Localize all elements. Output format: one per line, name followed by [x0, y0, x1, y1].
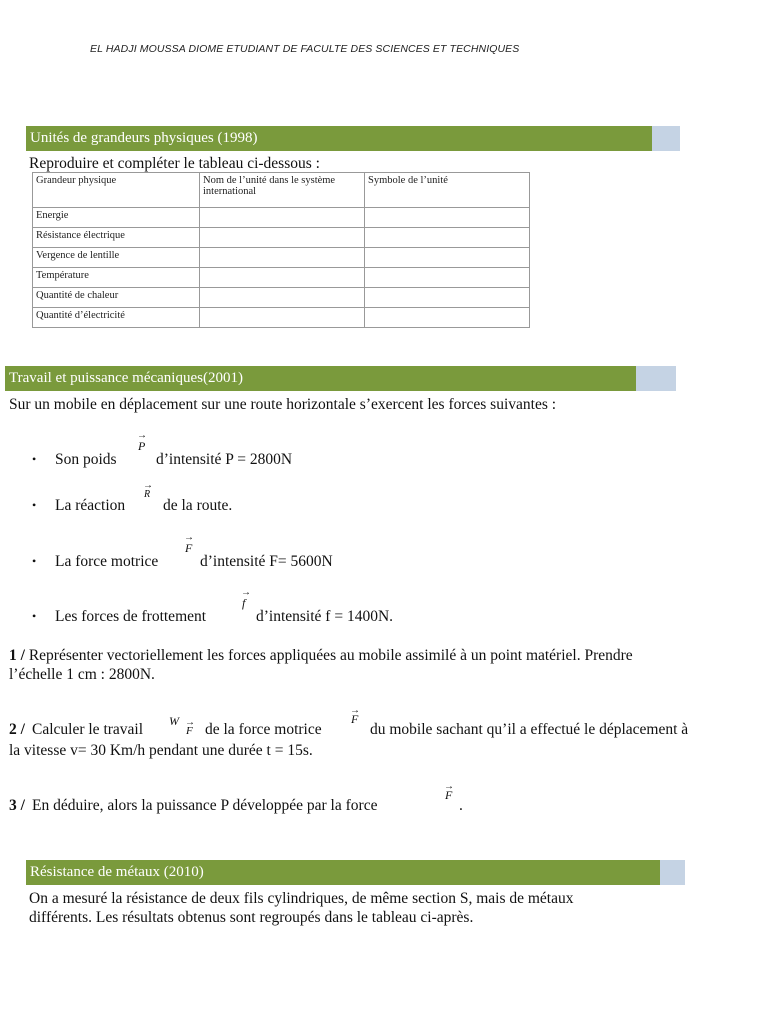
- question-text: du mobile sachant qu’il a effectué le déplacement à: [370, 721, 689, 738]
- bullet-text: Les forces de frottement: [55, 608, 207, 625]
- table-cell-unit-name: [200, 228, 365, 248]
- table-header-cell: Nom de l’unité dans le système international: [200, 173, 365, 208]
- table-header-row: [33, 173, 530, 208]
- vector-symbol: → F: [444, 781, 454, 802]
- table-cell-unit-symbol: [365, 308, 530, 328]
- table-row: [33, 308, 530, 328]
- vector-symbol: → P: [137, 430, 147, 453]
- section-bar-accent: [652, 126, 680, 151]
- question-1: [9, 646, 633, 665]
- table-cell-unit-name: [200, 208, 365, 228]
- table-cell-unit-symbol: [365, 228, 530, 248]
- bullet-dot: •: [32, 498, 37, 512]
- table-header-cell: Grandeur physique: [33, 173, 200, 208]
- table-header-cell: Symbole de l’unité: [365, 173, 530, 208]
- metals-text-line-2: différents. Les résultats obtenus sont regroupés dans le tableau ci-après.: [29, 909, 474, 926]
- table-cell-quantity: Vergence de lentille: [33, 248, 200, 268]
- section-bar-work: [5, 366, 676, 391]
- bullet-text: La réaction: [55, 497, 126, 514]
- table-row: [33, 228, 530, 248]
- bullet-dot: •: [32, 452, 37, 466]
- table-cell-quantity: Quantité de chaleur: [33, 288, 200, 308]
- vector-symbol: → F: [185, 717, 195, 737]
- table-row: [33, 248, 530, 268]
- question-text: Calculer le travail: [32, 721, 144, 738]
- section-bar-accent: [660, 860, 685, 885]
- table-cell-unit-name: [200, 248, 365, 268]
- section-bar-metals: [26, 860, 685, 885]
- vector-symbol: → R: [143, 480, 153, 500]
- bullet-text: d’intensité P = 2800N: [156, 451, 293, 468]
- question-text: Représenter vectoriellement les forces appliquées au mobile assimilé à un point matériel. Prendre: [28, 647, 633, 664]
- question-text: En déduire, alors la puissance P développée par la force: [32, 797, 378, 814]
- question-number: 1 /: [9, 647, 25, 664]
- table-cell-quantity: Température: [33, 268, 200, 288]
- section-title-units: Unités de grandeurs physiques (1998): [26, 126, 652, 151]
- bullet-text: d’intensité f = 1400N.: [256, 608, 394, 625]
- table-row: [33, 208, 530, 228]
- bullet-text: Son poids: [55, 451, 117, 468]
- bullet-text: de la route.: [163, 497, 233, 514]
- bullet-text: d’intensité F= 5600N: [200, 553, 333, 570]
- vector-symbol: → F: [184, 532, 194, 555]
- units-table: [32, 172, 530, 328]
- page-header: EL HADJI MOUSSA DIOME ETUDIANT DE FACULTE DES SCIENCES ET TECHNIQUES: [90, 43, 520, 55]
- bullet-dot: •: [32, 554, 37, 568]
- section-bar-accent: [636, 366, 676, 391]
- table-cell-unit-symbol: [365, 248, 530, 268]
- table-row: [33, 288, 530, 308]
- section-title-metals: Résistance de métaux (2010): [26, 860, 660, 885]
- table-cell-unit-symbol: [365, 288, 530, 308]
- table-cell-unit-name: [200, 308, 365, 328]
- bullet-dot: •: [32, 609, 37, 623]
- work-intro: Sur un mobile en déplacement sur une route horizontale s’exercent les forces suivantes :: [9, 396, 557, 413]
- metals-text-line-1: On a mesuré la résistance de deux fils cylindriques, de même section S, mais de métaux: [29, 890, 574, 907]
- table-cell-quantity: Quantité d’électricité: [33, 308, 200, 328]
- section-title-work: Travail et puissance mécaniques(2001): [5, 366, 636, 391]
- question-text: de la force motrice: [205, 721, 322, 738]
- vector-symbol: → F: [350, 705, 360, 726]
- work-symbol: W: [169, 714, 179, 728]
- table-cell-quantity: Résistance électrique: [33, 228, 200, 248]
- table-cell-unit-symbol: [365, 208, 530, 228]
- vector-symbol: → f: [241, 587, 251, 610]
- question-1-continued: l’échelle 1 cm : 2800N.: [9, 666, 155, 683]
- table-row: [33, 268, 530, 288]
- question-text: .: [459, 797, 463, 814]
- table-cell-unit-name: [200, 268, 365, 288]
- question-2-continued: la vitesse v= 30 Km/h pendant une durée t = 15s.: [9, 742, 313, 759]
- table-cell-unit-symbol: [365, 268, 530, 288]
- bullet-text: La force motrice: [55, 553, 159, 570]
- question-3: [9, 781, 489, 816]
- table-cell-unit-name: [200, 288, 365, 308]
- question-number: 3 /: [9, 797, 25, 814]
- table-cell-quantity: Energie: [33, 208, 200, 228]
- section-bar-units: [26, 126, 680, 151]
- question-2: [9, 705, 749, 740]
- units-intro: Reproduire et compléter le tableau ci-dessous :: [29, 155, 320, 172]
- question-number: 2 /: [9, 721, 25, 738]
